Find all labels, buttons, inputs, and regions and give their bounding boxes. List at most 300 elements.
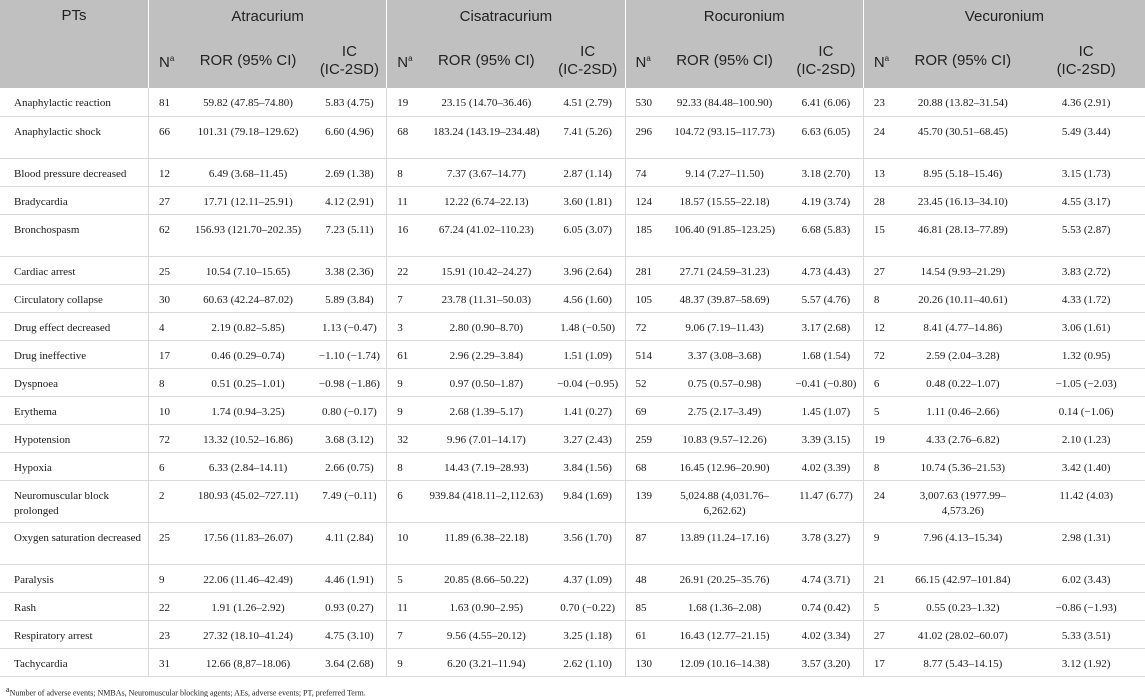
ror-cell: 16.43 (12.77–21.15)	[660, 620, 789, 648]
ror-cell: 23.45 (16.13–34.10)	[898, 186, 1027, 214]
n-cell: 10	[149, 396, 184, 424]
n-cell: 139	[625, 480, 660, 522]
ror-cell: 0.48 (0.22–1.07)	[898, 368, 1027, 396]
n-cell: 15	[863, 214, 898, 256]
n-cell: 74	[625, 158, 660, 186]
pt-cell: Erythema	[0, 396, 149, 424]
ic-cell: 5.89 (3.84)	[313, 284, 387, 312]
n-cell: 12	[863, 312, 898, 340]
n-cell: 69	[625, 396, 660, 424]
n-cell: 22	[149, 592, 184, 620]
n-cell: 24	[863, 480, 898, 522]
pt-cell: Hypoxia	[0, 452, 149, 480]
pt-cell: Circulatory collapse	[0, 284, 149, 312]
pt-cell: Paralysis	[0, 564, 149, 592]
ic-label: IC	[790, 43, 862, 61]
n-label: N	[636, 54, 647, 71]
ic-column-header	[1027, 33, 1145, 88]
ic-cell: 3.12 (1.92)	[1027, 648, 1145, 676]
n-cell: 11	[387, 186, 422, 214]
footnote-text: Number of adverse events; NMBAs, Neuromuscular blocking agents; AEs, adverse events; PT, preferred Term.	[10, 688, 366, 697]
ic-label: IC	[552, 43, 624, 61]
ic-cell: 4.12 (2.91)	[313, 186, 387, 214]
ic-cell: 6.63 (6.05)	[789, 116, 863, 158]
ror-cell: 20.85 (8.66–50.22)	[422, 564, 551, 592]
table-row	[0, 480, 1145, 522]
ror-cell: 41.02 (28.02–60.07)	[898, 620, 1027, 648]
n-cell: 9	[863, 522, 898, 564]
n-cell: 5	[863, 396, 898, 424]
ror-cell: 180.93 (45.02–727.11)	[184, 480, 313, 522]
drug-header-rocuronium: Rocuronium	[625, 0, 863, 33]
ic-cell: 3.78 (3.27)	[789, 522, 863, 564]
table-row	[0, 592, 1145, 620]
table-row	[0, 648, 1145, 676]
n-footnote-marker: a	[408, 54, 412, 63]
n-column-header	[387, 33, 422, 88]
n-cell: 5	[387, 564, 422, 592]
ror-cell: 17.71 (12.11–25.91)	[184, 186, 313, 214]
ic-cell: 3.38 (2.36)	[313, 256, 387, 284]
n-cell: 296	[625, 116, 660, 158]
ror-cell: 23.15 (14.70–36.46)	[422, 88, 551, 116]
ic-cell: 5.53 (2.87)	[1027, 214, 1145, 256]
table-row	[0, 522, 1145, 564]
ic-cell: 3.15 (1.73)	[1027, 158, 1145, 186]
ic-cell: 6.02 (3.43)	[1027, 564, 1145, 592]
ic-sd-label: (IC-2SD)	[314, 61, 386, 79]
ic-cell: 4.37 (1.09)	[551, 564, 625, 592]
ic-cell: 0.14 (−1.06)	[1027, 396, 1145, 424]
n-cell: 281	[625, 256, 660, 284]
ror-cell: 92.33 (84.48–100.90)	[660, 88, 789, 116]
ror-cell: 26.91 (20.25–35.76)	[660, 564, 789, 592]
ic-cell: 1.51 (1.09)	[551, 340, 625, 368]
ror-cell: 2.75 (2.17–3.49)	[660, 396, 789, 424]
n-cell: 87	[625, 522, 660, 564]
n-cell: 9	[149, 564, 184, 592]
ror-cell: 3.37 (3.08–3.68)	[660, 340, 789, 368]
pt-cell: Tachycardia	[0, 648, 149, 676]
ic-cell: 11.42 (4.03)	[1027, 480, 1145, 522]
n-cell: 2	[149, 480, 184, 522]
ror-cell: 9.14 (7.27–11.50)	[660, 158, 789, 186]
ror-cell: 2.68 (1.39–5.17)	[422, 396, 551, 424]
ror-cell: 12.66 (8,87–18.06)	[184, 648, 313, 676]
ic-cell: 4.11 (2.84)	[313, 522, 387, 564]
ic-cell: 7.49 (−0.11)	[313, 480, 387, 522]
n-cell: 31	[149, 648, 184, 676]
n-cell: 124	[625, 186, 660, 214]
table-row	[0, 186, 1145, 214]
ror-cell: 13.89 (11.24–17.16)	[660, 522, 789, 564]
ror-cell: 1.68 (1.36–2.08)	[660, 592, 789, 620]
ror-cell: 45.70 (30.51–68.45)	[898, 116, 1027, 158]
ror-cell: 48.37 (39.87–58.69)	[660, 284, 789, 312]
ic-cell: 2.10 (1.23)	[1027, 424, 1145, 452]
ror-cell: 9.96 (7.01–14.17)	[422, 424, 551, 452]
n-cell: 8	[387, 158, 422, 186]
ror-cell: 0.97 (0.50–1.87)	[422, 368, 551, 396]
n-cell: 9	[387, 396, 422, 424]
ror-cell: 7.37 (3.67–14.77)	[422, 158, 551, 186]
ror-cell: 106.40 (91.85–123.25)	[660, 214, 789, 256]
table-row	[0, 396, 1145, 424]
ic-cell: 4.36 (2.91)	[1027, 88, 1145, 116]
pt-cell: Blood pressure decreased	[0, 158, 149, 186]
n-cell: 81	[149, 88, 184, 116]
ror-cell: 2.80 (0.90–8.70)	[422, 312, 551, 340]
ror-cell: 0.51 (0.25–1.01)	[184, 368, 313, 396]
n-cell: 72	[625, 312, 660, 340]
n-cell: 27	[149, 186, 184, 214]
n-cell: 61	[625, 620, 660, 648]
n-cell: 6	[149, 452, 184, 480]
ic-cell: 3.25 (1.18)	[551, 620, 625, 648]
n-label: N	[397, 54, 408, 71]
n-cell: 8	[863, 452, 898, 480]
ror-cell: 14.43 (7.19–28.93)	[422, 452, 551, 480]
ror-cell: 16.45 (12.96–20.90)	[660, 452, 789, 480]
table-row	[0, 158, 1145, 186]
ror-cell: 183.24 (143.19–234.48)	[422, 116, 551, 158]
pt-cell: Drug effect decreased	[0, 312, 149, 340]
n-cell: 7	[387, 620, 422, 648]
ror-cell: 8.77 (5.43–14.15)	[898, 648, 1027, 676]
pt-cell: Cardiac arrest	[0, 256, 149, 284]
ror-cell: 1.11 (0.46–2.66)	[898, 396, 1027, 424]
n-cell: 21	[863, 564, 898, 592]
ror-column-header: ROR (95% CI)	[660, 33, 789, 88]
ror-cell: 1.91 (1.26–2.92)	[184, 592, 313, 620]
n-cell: 23	[149, 620, 184, 648]
n-cell: 61	[387, 340, 422, 368]
table-row	[0, 452, 1145, 480]
n-cell: 48	[625, 564, 660, 592]
ic-cell: 7.23 (5.11)	[313, 214, 387, 256]
n-cell: 27	[863, 620, 898, 648]
ic-cell: 1.13 (−0.47)	[313, 312, 387, 340]
ror-cell: 0.55 (0.23–1.32)	[898, 592, 1027, 620]
ic-cell: 5.83 (4.75)	[313, 88, 387, 116]
n-cell: 32	[387, 424, 422, 452]
ic-cell: 0.70 (−0.22)	[551, 592, 625, 620]
ic-cell: 6.68 (5.83)	[789, 214, 863, 256]
n-cell: 24	[863, 116, 898, 158]
ic-cell: −0.41 (−0.80)	[789, 368, 863, 396]
ror-cell: 1.74 (0.94–3.25)	[184, 396, 313, 424]
ic-cell: 3.60 (1.81)	[551, 186, 625, 214]
n-cell: 23	[863, 88, 898, 116]
n-cell: 66	[149, 116, 184, 158]
ic-cell: −1.05 (−2.03)	[1027, 368, 1145, 396]
n-cell: 13	[863, 158, 898, 186]
ic-cell: 1.68 (1.54)	[789, 340, 863, 368]
ic-cell: 7.41 (5.26)	[551, 116, 625, 158]
ic-cell: 6.60 (4.96)	[313, 116, 387, 158]
table-row	[0, 564, 1145, 592]
n-footnote-marker: a	[646, 54, 650, 63]
n-cell: 105	[625, 284, 660, 312]
pt-cell: Drug ineffective	[0, 340, 149, 368]
table-row	[0, 424, 1145, 452]
n-cell: 185	[625, 214, 660, 256]
ic-cell: 6.05 (3.07)	[551, 214, 625, 256]
n-cell: 62	[149, 214, 184, 256]
ic-cell: 3.18 (2.70)	[789, 158, 863, 186]
n-cell: 8	[863, 284, 898, 312]
ror-cell: 18.57 (15.55–22.18)	[660, 186, 789, 214]
ic-label: IC	[1028, 43, 1144, 61]
table-footnote	[0, 677, 1145, 697]
n-cell: 10	[387, 522, 422, 564]
ror-cell: 23.78 (11.31–50.03)	[422, 284, 551, 312]
ror-cell: 8.95 (5.18–15.46)	[898, 158, 1027, 186]
ror-cell: 6.20 (3.21–11.94)	[422, 648, 551, 676]
ic-cell: 2.98 (1.31)	[1027, 522, 1145, 564]
ror-cell: 8.41 (4.77–14.86)	[898, 312, 1027, 340]
n-cell: 19	[387, 88, 422, 116]
n-footnote-marker: a	[885, 54, 889, 63]
n-cell: 514	[625, 340, 660, 368]
ror-cell: 67.24 (41.02–110.23)	[422, 214, 551, 256]
ic-cell: 4.56 (1.60)	[551, 284, 625, 312]
ror-cell: 46.81 (28.13–77.89)	[898, 214, 1027, 256]
ror-cell: 27.32 (18.10–41.24)	[184, 620, 313, 648]
ic-cell: 3.17 (2.68)	[789, 312, 863, 340]
ic-cell: 4.46 (1.91)	[313, 564, 387, 592]
n-cell: 19	[863, 424, 898, 452]
table-row	[0, 620, 1145, 648]
n-cell: 11	[387, 592, 422, 620]
pt-cell: Oxygen saturation decreased	[0, 522, 149, 564]
header-row-drugs	[0, 0, 1145, 33]
n-cell: 6	[387, 480, 422, 522]
ic-cell: 4.33 (1.72)	[1027, 284, 1145, 312]
pt-cell: Rash	[0, 592, 149, 620]
ic-cell: 2.62 (1.10)	[551, 648, 625, 676]
ic-cell: 0.80 (−0.17)	[313, 396, 387, 424]
ror-cell: 6.33 (2.84–14.11)	[184, 452, 313, 480]
n-cell: 72	[863, 340, 898, 368]
pt-cell: Respiratory arrest	[0, 620, 149, 648]
ror-cell: 2.19 (0.82–5.85)	[184, 312, 313, 340]
ic-column-header	[789, 33, 863, 88]
ic-cell: 2.66 (0.75)	[313, 452, 387, 480]
table-row	[0, 368, 1145, 396]
ic-column-header	[551, 33, 625, 88]
ic-cell: 1.41 (0.27)	[551, 396, 625, 424]
header-row-metrics	[0, 33, 1145, 88]
ror-cell: 17.56 (11.83–26.07)	[184, 522, 313, 564]
ic-cell: 4.51 (2.79)	[551, 88, 625, 116]
n-column-header	[625, 33, 660, 88]
n-cell: 85	[625, 592, 660, 620]
table-row	[0, 256, 1145, 284]
ic-cell: −0.98 (−1.86)	[313, 368, 387, 396]
ic-cell: 1.48 (−0.50)	[551, 312, 625, 340]
ror-cell: 13.32 (10.52–16.86)	[184, 424, 313, 452]
pt-cell: Hypotension	[0, 424, 149, 452]
ic-cell: 1.45 (1.07)	[789, 396, 863, 424]
ror-cell: 939.84 (418.11–2,112.63)	[422, 480, 551, 522]
ror-cell: 20.88 (13.82–31.54)	[898, 88, 1027, 116]
n-cell: 6	[863, 368, 898, 396]
pt-cell: Dyspnoea	[0, 368, 149, 396]
n-cell: 28	[863, 186, 898, 214]
n-cell: 68	[625, 452, 660, 480]
ic-sd-label: (IC-2SD)	[1028, 61, 1144, 79]
n-cell: 9	[387, 368, 422, 396]
n-column-header	[149, 33, 184, 88]
ror-cell: 10.74 (5.36–21.53)	[898, 452, 1027, 480]
ic-cell: 3.56 (1.70)	[551, 522, 625, 564]
ic-cell: 4.75 (3.10)	[313, 620, 387, 648]
ic-cell: 3.68 (3.12)	[313, 424, 387, 452]
ic-cell: −1.10 (−1.74)	[313, 340, 387, 368]
footnote-marker: a	[6, 685, 10, 694]
ic-cell: 2.69 (1.38)	[313, 158, 387, 186]
ic-cell: 11.47 (6.77)	[789, 480, 863, 522]
ror-cell: 3,007.63 (1977.99–4,573.26)	[898, 480, 1027, 522]
pt-cell: Anaphylactic shock	[0, 116, 149, 158]
ror-cell: 0.75 (0.57–0.98)	[660, 368, 789, 396]
ror-cell: 20.26 (10.11–40.61)	[898, 284, 1027, 312]
ror-cell: 9.56 (4.55–20.12)	[422, 620, 551, 648]
ic-cell: 1.32 (0.95)	[1027, 340, 1145, 368]
n-cell: 4	[149, 312, 184, 340]
n-cell: 9	[387, 648, 422, 676]
ror-cell: 104.72 (93.15–117.73)	[660, 116, 789, 158]
n-label: N	[874, 54, 885, 71]
ror-cell: 7.96 (4.13–15.34)	[898, 522, 1027, 564]
ic-cell: 3.42 (1.40)	[1027, 452, 1145, 480]
ic-label: IC	[314, 43, 386, 61]
ic-cell: −0.86 (−1.93)	[1027, 592, 1145, 620]
ror-cell: 60.63 (42.24–87.02)	[184, 284, 313, 312]
table-row	[0, 214, 1145, 256]
ror-cell: 12.22 (6.74–22.13)	[422, 186, 551, 214]
n-cell: 8	[387, 452, 422, 480]
ror-cell: 0.46 (0.29–0.74)	[184, 340, 313, 368]
ror-cell: 10.54 (7.10–15.65)	[184, 256, 313, 284]
ror-cell: 27.71 (24.59–31.23)	[660, 256, 789, 284]
n-cell: 25	[149, 522, 184, 564]
ic-cell: 3.27 (2.43)	[551, 424, 625, 452]
ror-cell: 156.93 (121.70–202.35)	[184, 214, 313, 256]
ic-cell: 3.64 (2.68)	[313, 648, 387, 676]
pt-cell: Bradycardia	[0, 186, 149, 214]
ror-column-header: ROR (95% CI)	[184, 33, 313, 88]
ic-cell: 5.57 (4.76)	[789, 284, 863, 312]
ror-cell: 2.96 (2.29–3.84)	[422, 340, 551, 368]
table-row	[0, 284, 1145, 312]
ror-cell: 11.89 (6.38–22.18)	[422, 522, 551, 564]
ror-cell: 12.09 (10.16–14.38)	[660, 648, 789, 676]
ic-cell: 4.19 (3.74)	[789, 186, 863, 214]
ror-cell: 5,024.88 (4,031.76–6,262.62)	[660, 480, 789, 522]
table-row	[0, 116, 1145, 158]
ic-cell: 4.73 (4.43)	[789, 256, 863, 284]
ror-cell: 1.63 (0.90–2.95)	[422, 592, 551, 620]
ror-cell: 4.33 (2.76–6.82)	[898, 424, 1027, 452]
ror-column-header: ROR (95% CI)	[898, 33, 1027, 88]
n-cell: 17	[149, 340, 184, 368]
ic-cell: 5.49 (3.44)	[1027, 116, 1145, 158]
drug-header-cisatracurium: Cisatracurium	[387, 0, 625, 33]
ic-cell: 0.74 (0.42)	[789, 592, 863, 620]
ic-cell: 2.87 (1.14)	[551, 158, 625, 186]
pt-cell: Anaphylactic reaction	[0, 88, 149, 116]
ic-cell: 3.06 (1.61)	[1027, 312, 1145, 340]
ic-cell: 0.93 (0.27)	[313, 592, 387, 620]
ror-cell: 22.06 (11.46–42.49)	[184, 564, 313, 592]
table-row	[0, 312, 1145, 340]
ror-cell: 6.49 (3.68–11.45)	[184, 158, 313, 186]
ror-cell: 2.59 (2.04–3.28)	[898, 340, 1027, 368]
ic-cell: 4.02 (3.34)	[789, 620, 863, 648]
n-cell: 7	[387, 284, 422, 312]
ror-cell: 10.83 (9.57–12.26)	[660, 424, 789, 452]
table-row	[0, 340, 1145, 368]
n-cell: 12	[149, 158, 184, 186]
ror-cell: 101.31 (79.18–129.62)	[184, 116, 313, 158]
ic-sd-label: (IC-2SD)	[790, 61, 862, 79]
n-cell: 22	[387, 256, 422, 284]
ror-column-header: ROR (95% CI)	[422, 33, 551, 88]
ror-cell: 59.82 (47.85–74.80)	[184, 88, 313, 116]
ic-cell: 6.41 (6.06)	[789, 88, 863, 116]
ic-cell: 3.39 (3.15)	[789, 424, 863, 452]
n-cell: 25	[149, 256, 184, 284]
n-cell: 72	[149, 424, 184, 452]
ic-cell: 4.74 (3.71)	[789, 564, 863, 592]
pt-column-header: PTs	[0, 0, 149, 88]
drug-header-vecuronium: Vecuronium	[863, 0, 1145, 33]
ic-column-header	[313, 33, 387, 88]
n-footnote-marker: a	[170, 54, 174, 63]
ic-cell: 3.84 (1.56)	[551, 452, 625, 480]
ic-cell: −0.04 (−0.95)	[551, 368, 625, 396]
n-column-header	[863, 33, 898, 88]
ic-cell: 4.02 (3.39)	[789, 452, 863, 480]
ic-cell: 3.57 (3.20)	[789, 648, 863, 676]
ic-cell: 3.83 (2.72)	[1027, 256, 1145, 284]
n-cell: 130	[625, 648, 660, 676]
n-cell: 3	[387, 312, 422, 340]
n-cell: 259	[625, 424, 660, 452]
table-body	[0, 88, 1145, 676]
n-cell: 16	[387, 214, 422, 256]
n-cell: 30	[149, 284, 184, 312]
ic-cell: 5.33 (3.51)	[1027, 620, 1145, 648]
n-cell: 5	[863, 592, 898, 620]
ror-cell: 9.06 (7.19–11.43)	[660, 312, 789, 340]
ic-cell: 4.55 (3.17)	[1027, 186, 1145, 214]
n-cell: 52	[625, 368, 660, 396]
n-cell: 17	[863, 648, 898, 676]
n-cell: 530	[625, 88, 660, 116]
table-header	[0, 0, 1145, 88]
n-cell: 68	[387, 116, 422, 158]
pt-cell: Neuromuscular block prolonged	[0, 480, 149, 522]
n-cell: 27	[863, 256, 898, 284]
ic-cell: 3.96 (2.64)	[551, 256, 625, 284]
ic-cell: 9.84 (1.69)	[551, 480, 625, 522]
ror-cell: 14.54 (9.93–21.29)	[898, 256, 1027, 284]
ic-sd-label: (IC-2SD)	[552, 61, 624, 79]
ror-cell: 15.91 (10.42–24.27)	[422, 256, 551, 284]
